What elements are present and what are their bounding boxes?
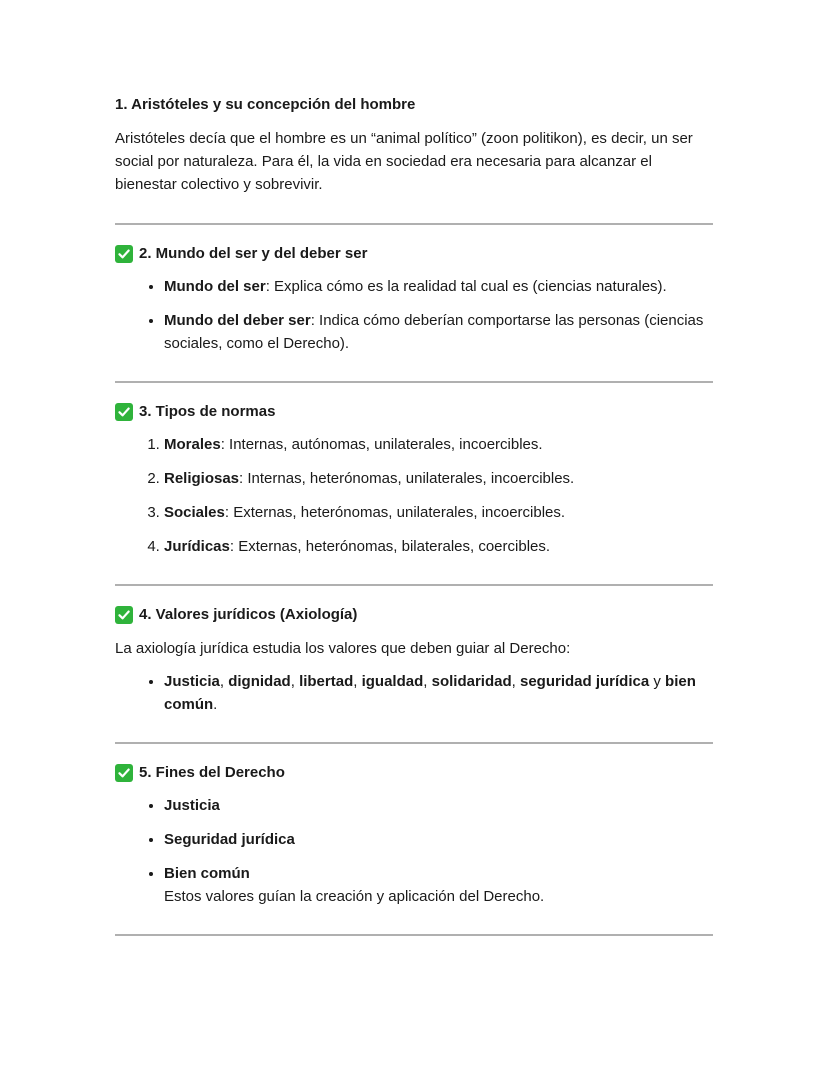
list-item [164, 670, 713, 716]
value-term: dignidad [228, 673, 291, 690]
section-3-title: 3. Tipos de normas [139, 403, 276, 420]
value-term: Justicia [164, 673, 220, 690]
list-item [164, 828, 713, 851]
list-item-term: Morales [164, 436, 221, 453]
list-item [164, 275, 713, 298]
section-5-heading [115, 762, 713, 784]
list-item-term: Mundo del deber ser [164, 312, 311, 329]
list-item [164, 535, 713, 558]
separator: y [649, 673, 666, 690]
divider [115, 742, 713, 744]
section-3-list [115, 433, 713, 558]
document-page [115, 94, 713, 936]
separator: , [511, 673, 520, 690]
section-aristoteles [115, 94, 713, 196]
divider [115, 381, 713, 383]
list-item-term: Religiosas [164, 470, 240, 487]
check-mark-icon [115, 606, 133, 624]
section-4-title: 4. Valores jurídicos (Axiología) [139, 606, 358, 623]
list-item [164, 794, 713, 817]
separator: , [423, 673, 432, 690]
section-5-title: 5. Fines del Derecho [139, 764, 285, 781]
list-item-term: Bien común [164, 865, 250, 882]
list-item-text: : Indica cómo deberían comportarse las personas (ciencias sociales, como el Derecho). [164, 312, 704, 352]
list-item-note: Estos valores guían la creación y aplicación del Derecho. [164, 888, 545, 905]
check-mark-icon [115, 403, 133, 421]
separator: , [353, 673, 362, 690]
separator: , [290, 673, 300, 690]
list-item-term: Jurídicas [164, 538, 230, 555]
list-item-text: : Externas, heterónomas, unilaterales, incoercibles. [224, 504, 566, 521]
divider [115, 223, 713, 225]
list-item-text: : Externas, heterónomas, bilaterales, coercibles. [229, 538, 551, 555]
value-term: seguridad jurídica [519, 673, 650, 690]
list-item-text: : Explica cómo es la realidad tal cual es (ciencias naturales). [265, 278, 667, 295]
section-fines-derecho [115, 762, 713, 908]
list-item-text: : Internas, autónomas, unilaterales, incoercibles. [220, 436, 543, 453]
check-mark-icon [115, 764, 133, 782]
section-valores-juridicos [115, 604, 713, 716]
section-2-list [115, 275, 713, 355]
list-item-term: Justicia [164, 797, 220, 814]
check-mark-icon [115, 245, 133, 263]
terminator: . [213, 696, 218, 713]
list-item [164, 433, 713, 456]
divider [115, 934, 713, 936]
section-tipos-normas [115, 401, 713, 558]
value-term: libertad [299, 673, 354, 690]
list-item-term: Seguridad jurídica [164, 831, 295, 848]
divider [115, 584, 713, 586]
value-term: igualdad [361, 673, 424, 690]
value-term: bien común [164, 673, 696, 713]
list-item-term: Mundo del ser [164, 278, 266, 295]
value-term: solidaridad [431, 673, 512, 690]
section-4-paragraph: La axiología jurídica estudia los valores que deben guiar al Derecho: [115, 640, 571, 657]
list-item-text: : Internas, heterónomas, unilaterales, incoercibles. [239, 470, 575, 487]
section-1-title: 1. Aristóteles y su concepción del hombre [115, 96, 416, 113]
list-item [164, 467, 713, 490]
section-5-list [115, 794, 713, 908]
section-2-heading [115, 243, 713, 265]
separator: , [219, 673, 229, 690]
list-item [164, 309, 713, 355]
section-mundo-ser [115, 243, 713, 355]
list-item [164, 862, 713, 908]
section-1-paragraph: Aristóteles decía que el hombre es un “animal político” (zoon politikon), es decir, un ser social por naturaleza. Para él, la vida en sociedad era necesaria para alcanzar el bienestar colectivo y sobrevivir. [115, 130, 693, 193]
section-2-title: 2. Mundo del ser y del deber ser [139, 245, 368, 262]
section-4-heading [115, 604, 713, 626]
section-4-list [115, 670, 713, 716]
section-3-heading [115, 401, 713, 423]
list-item-term: Sociales [164, 504, 225, 521]
list-item [164, 501, 713, 524]
